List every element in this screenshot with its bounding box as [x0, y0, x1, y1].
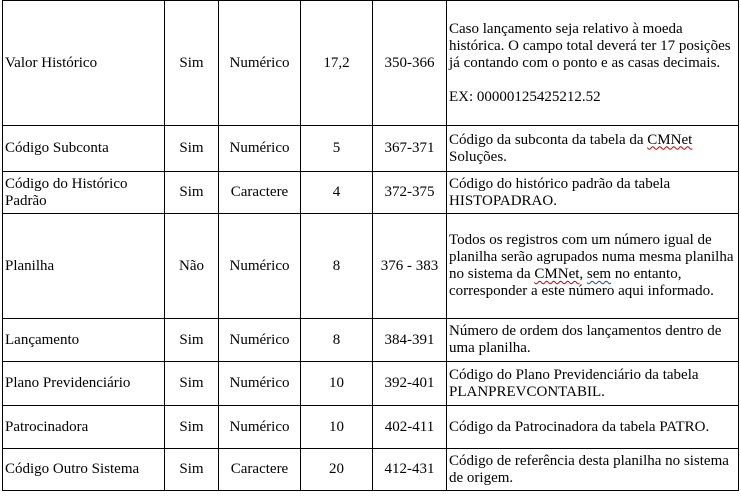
example-text: EX: 00000125425212.52 [449, 88, 601, 105]
type-cell: Numérico [219, 362, 301, 406]
description-cell [447, 214, 739, 319]
description-text: Caso lançamento seja relativo à moeda histórica. O campo total deverá ter 17 posições já contando com o ponto e as casas decimais. [449, 20, 731, 71]
table-row [3, 1, 739, 126]
description-cell: Código do histórico padrão da tabela HISTOPADRAO. [447, 172, 739, 214]
size-cell: 17,2 [301, 1, 373, 126]
field-name-cell: Código Outro Sistema [3, 449, 165, 491]
description-text: Soluções. [449, 148, 507, 165]
description-cell: Número de ordem dos lançamentos dentro de uma planilha. [447, 319, 739, 362]
required-cell: Sim [165, 362, 219, 406]
position-cell: 376 - 383 [373, 214, 447, 319]
description-text: , [579, 266, 587, 282]
type-cell: Numérico [219, 214, 301, 319]
description-cell [447, 1, 739, 126]
field-name-cell: Plano Previdenciário [3, 362, 165, 406]
size-cell: 8 [301, 214, 373, 319]
spellcheck-word: CMNet [534, 266, 580, 282]
description-text: Código da subconta da tabela da [449, 131, 648, 148]
table-row [3, 406, 739, 449]
position-cell: 402-411 [373, 406, 447, 449]
position-cell: 392-401 [373, 362, 447, 406]
position-cell: 367-371 [373, 126, 447, 172]
field-name-cell: Lançamento [3, 319, 165, 362]
table-row [3, 172, 739, 214]
size-cell: 20 [301, 449, 373, 491]
size-cell: 4 [301, 172, 373, 214]
size-cell: 8 [301, 319, 373, 362]
field-name-cell: Valor Histórico [3, 1, 165, 126]
description-text: Todos os registros com um número igual de planilha serão agrupados numa mesma planilha no sistema da [449, 232, 734, 282]
grammar-check-word: sem [586, 266, 612, 282]
field-name-cell: Código do Histórico Padrão [3, 172, 165, 214]
required-cell: Sim [165, 449, 219, 491]
type-cell: Caractere [219, 449, 301, 491]
description-cell: Código da Patrocinadora da tabela PATRO. [447, 406, 739, 449]
type-cell: Numérico [219, 1, 301, 126]
table-row [3, 319, 739, 362]
field-name-cell: Código Subconta [3, 126, 165, 172]
description-cell: Código do Plano Previdenciário da tabela PLANPREVCONTABIL. [447, 362, 739, 406]
type-cell: Numérico [219, 406, 301, 449]
size-cell: 5 [301, 126, 373, 172]
required-cell: Sim [165, 319, 219, 362]
position-cell: 412-431 [373, 449, 447, 491]
size-cell: 10 [301, 362, 373, 406]
required-cell: Sim [165, 406, 219, 449]
size-cell: 10 [301, 406, 373, 449]
table-row [3, 362, 739, 406]
field-name-cell: Planilha [3, 214, 165, 319]
spellcheck-word: CMNet [647, 131, 693, 148]
required-cell: Sim [165, 172, 219, 214]
field-name-cell: Patrocinadora [3, 406, 165, 449]
required-cell: Sim [165, 1, 219, 126]
description-text: no entanto, corresponder a este número aqui informado. [449, 266, 714, 299]
position-cell: 384-391 [373, 319, 447, 362]
table-row [3, 126, 739, 172]
description-cell [447, 126, 739, 172]
field-spec-table [2, 0, 739, 491]
description-cell: Código de referência desta planilha no sistema de origem. [447, 449, 739, 491]
required-cell: Não [165, 214, 219, 319]
position-cell: 350-366 [373, 1, 447, 126]
position-cell: 372-375 [373, 172, 447, 214]
type-cell: Caractere [219, 172, 301, 214]
type-cell: Numérico [219, 319, 301, 362]
type-cell: Numérico [219, 126, 301, 172]
required-cell: Sim [165, 126, 219, 172]
table-row [3, 214, 739, 319]
table-row [3, 449, 739, 491]
